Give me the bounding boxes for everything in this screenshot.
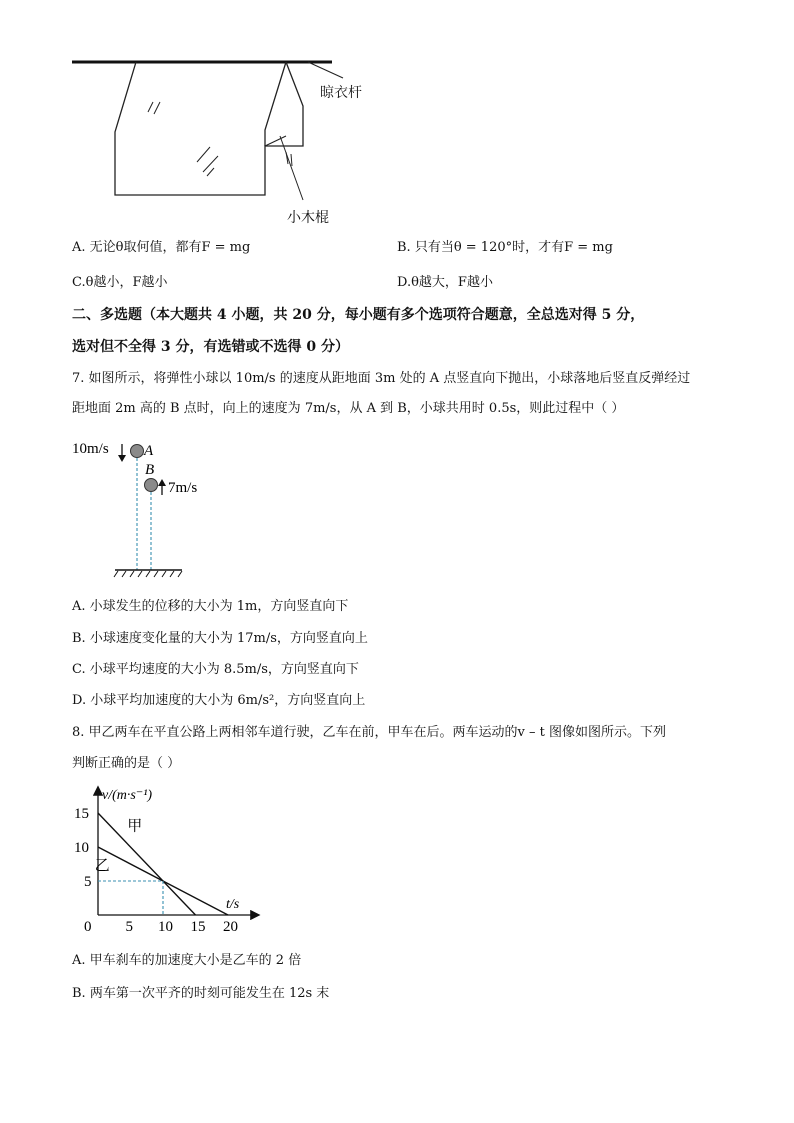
stick-label: 小木棍 xyxy=(287,210,329,226)
q8-stem-line2: 判断正确的是（ ） xyxy=(72,756,181,771)
ball-bounce-figure xyxy=(70,432,230,582)
series-line-1 xyxy=(98,813,196,915)
pole-label: 晾衣杆 xyxy=(320,85,362,101)
q7-option-a[interactable]: A. 小球发生的位移的大小为 1m，方向竖直向下 xyxy=(72,599,349,614)
section-heading-line1: 二、多选题（本大题共 4 小题，共 20 分，每小题有多个选项符合题意，全总选对得 5 分， xyxy=(72,307,645,323)
q6-option-c[interactable]: C.θ越小，F越小 xyxy=(72,275,168,290)
x-tick-label: 20 xyxy=(223,919,238,932)
stick-outline xyxy=(265,62,286,146)
q7-option-c[interactable]: C. 小球平均速度的大小为 8.5m/s，方向竖直向下 xyxy=(72,662,359,677)
point-a-label: A xyxy=(144,443,154,459)
point-b-label: B xyxy=(145,462,155,478)
q7-option-b[interactable]: B. 小球速度变化量的大小为 17m/s，方向竖直向上 xyxy=(72,631,368,646)
q7-stem-line1: 7. 如图所示，将弹性小球以 10m/s 的速度从距地面 3m 处的 A 点竖直向下抛出，小球落地后竖直反弹经过 xyxy=(72,371,691,386)
vt-chart xyxy=(60,782,270,932)
x-tick-label: 0 xyxy=(84,919,92,932)
series-label-1: 甲 xyxy=(127,818,143,835)
x-tick-label: 10 xyxy=(158,919,173,932)
ball-b xyxy=(145,479,158,492)
y-tick-label: 10 xyxy=(74,840,89,856)
q8-stem-line1: 8. 甲乙两车在平直公路上两相邻车道行驶，乙车在前，甲车在后。两车运动的v – t 图像如图所示。下列 xyxy=(72,725,667,740)
y-tick-label: 5 xyxy=(84,874,92,890)
speed-up-label: 7m/s xyxy=(168,480,198,496)
q6-option-b[interactable]: B. 只有当θ = 120°时，才有F = mg xyxy=(397,240,613,255)
x-axis-label: t/s xyxy=(226,897,240,912)
x-tick-label: 5 xyxy=(125,919,133,932)
pole-leader-line xyxy=(308,62,343,78)
speed-down-label: 10m/s xyxy=(72,441,109,457)
q6-option-a[interactable]: A. 无论θ取何值，都有F = mg xyxy=(72,240,251,255)
cloth-outline xyxy=(115,62,303,195)
q7-stem-line2: 距地面 2m 高的 B 点时，向上的速度为 7m/s，从 A 到 B，小球共用时 0.5s，则此过程中（ ） xyxy=(72,401,625,416)
section-heading-line2: 选对但不全得 3 分，有选错或不选得 0 分） xyxy=(72,339,349,355)
q6-option-d[interactable]: D.θ越大，F越小 xyxy=(397,275,493,290)
q7-option-d[interactable]: D. 小球平均加速度的大小为 6m/s²，方向竖直向上 xyxy=(72,693,366,708)
q8-option-b[interactable]: B. 两车第一次平齐的时刻可能发生在 12s 末 xyxy=(72,986,330,1001)
y-tick-label: 15 xyxy=(74,806,89,822)
x-tick-label: 15 xyxy=(190,919,206,932)
y-axis-label: v/(m·s⁻¹) xyxy=(102,788,153,803)
ball-a xyxy=(131,445,144,458)
q8-option-a[interactable]: A. 甲车刹车的加速度大小是乙车的 2 倍 xyxy=(72,953,302,968)
series-label-2: 乙 xyxy=(94,858,110,875)
clothes-rod-figure xyxy=(60,50,400,235)
